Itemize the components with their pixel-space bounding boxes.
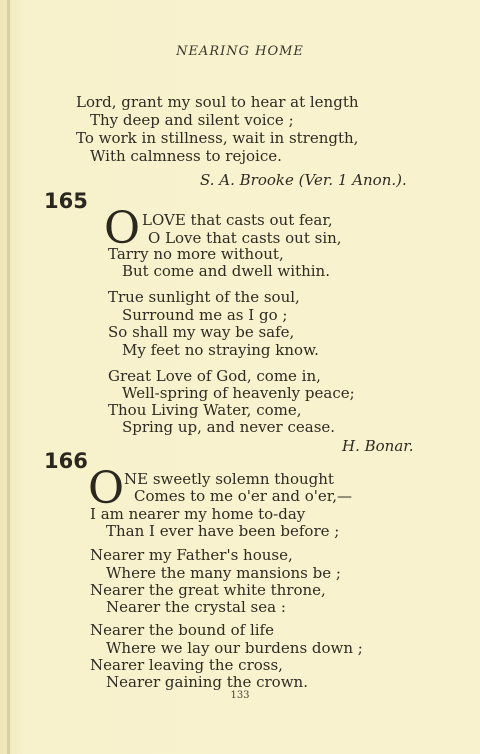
hymn-line: Spring up, and never cease. (122, 418, 336, 436)
hymn-line: O Love that casts out sin, (148, 229, 342, 247)
prev-hymn-attribution: S. A. Brooke (Ver. 1 Anon.). (200, 171, 407, 189)
hymn-line: Nearer my Father's house, (90, 546, 293, 564)
hymn-line: Nearer the great white throne, (90, 581, 326, 599)
hymn-line: Surround me as I go ; (122, 306, 288, 324)
hymn-line: Nearer the crystal sea : (106, 598, 286, 616)
page-number: 133 (230, 690, 250, 701)
hymn-line: I am nearer my home to-day (90, 505, 306, 523)
drop-cap: O (104, 203, 141, 254)
hymn-line: Tarry no more without, (108, 245, 284, 263)
prev-hymn-line: Lord, grant my soul to hear at length (76, 93, 359, 111)
running-title: NEARING HOME (176, 44, 304, 59)
hymn-line: My feet no straying know. (122, 341, 319, 359)
hymn-attribution: H. Bonar. (342, 437, 414, 455)
page-gutter (7, 0, 10, 754)
hymn-number: 165 (44, 189, 88, 213)
hymn-line: LOVE that casts out fear, (142, 211, 333, 229)
prev-hymn-line: With calmness to rejoice. (90, 147, 282, 165)
hymn-line: NE sweetly solemn thought (124, 470, 334, 488)
hymn-line: True sunlight of the soul, (108, 288, 300, 306)
hymn-line: Nearer leaving the cross, (90, 656, 283, 674)
prev-hymn-line: To work in stillness, wait in strength, (76, 129, 359, 147)
hymn-line: Thou Living Water, come, (108, 401, 302, 419)
hymn-line: So shall my way be safe, (108, 323, 295, 341)
hymn-number: 166 (44, 449, 88, 473)
hymn-line: Than I ever have been before ; (106, 522, 340, 540)
hymn-line: Where we lay our burdens down ; (106, 639, 363, 657)
hymn-line: Nearer the bound of life (90, 621, 274, 639)
hymn-line: Where the many mansions be ; (106, 564, 341, 582)
hymn-line: But come and dwell within. (122, 262, 330, 280)
drop-cap: O (88, 463, 125, 514)
hymn-line: Great Love of God, come in, (108, 367, 321, 385)
hymn-line: Comes to me o'er and o'er,— (134, 487, 353, 505)
hymn-line: Nearer gaining the crown. (106, 673, 308, 691)
prev-hymn-line: Thy deep and silent voice ; (90, 111, 294, 129)
hymn-line: Well-spring of heavenly peace; (122, 384, 355, 402)
